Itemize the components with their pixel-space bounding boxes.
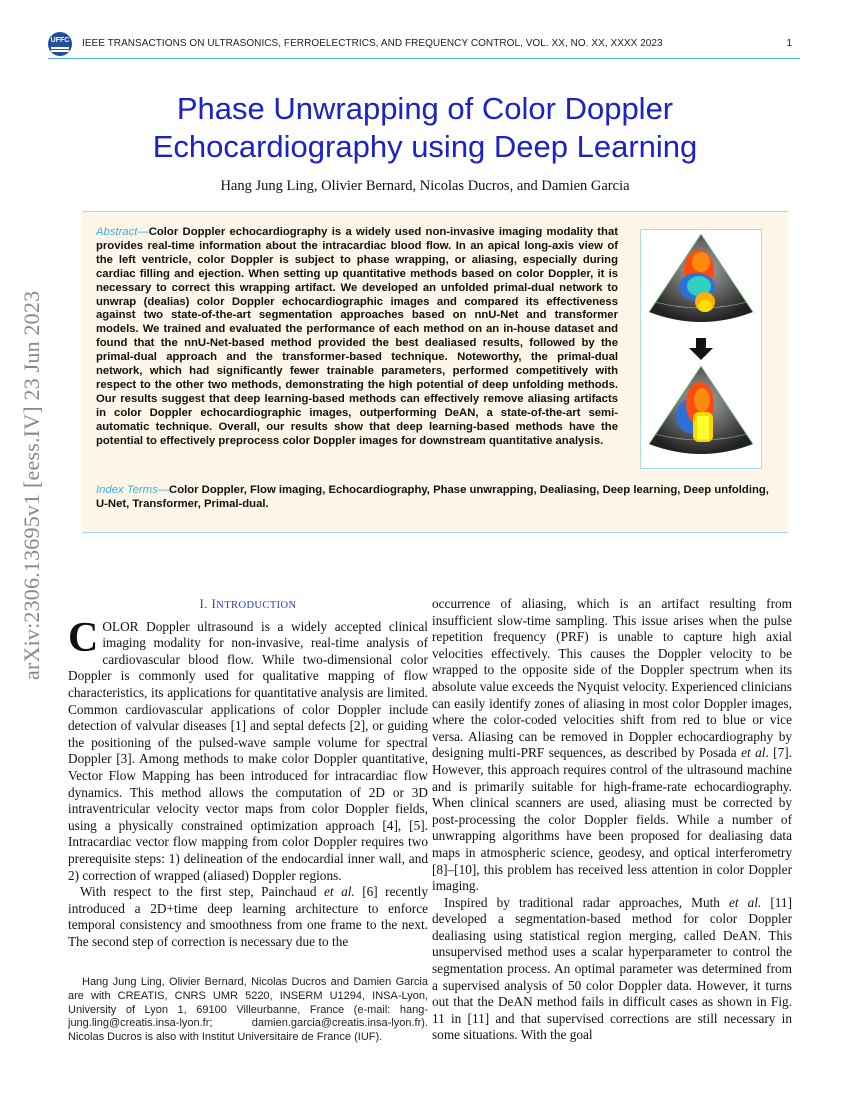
paragraph-text: [11] developed a segmentation-based method for color Doppler dealiasing using statistical region merging, called DeAN. This unsupervised method uses a scalar hyperparameter to control the segmentation process. An optimal parameter was determined from a supervised analysis of 50 color Doppler data. However, it turns out that the DeAN method fails in difficult cases as shown in Fig. 11 in [11] and that supervised corrections are still necessary in some situations. With the goal — [432, 894, 793, 1043]
abstract — [96, 226, 618, 449]
aliased-doppler-image — [647, 232, 755, 328]
uffc-logo-icon — [48, 32, 72, 56]
footnote-text: Hang Jung Ling, Olivier Bernard, Nicolas Ducros and Damien Garcia are with CREATIS, CNRS UMR 5220, INSERM U1294, INSA-Lyon, University of Lyon 1, 69100 Villeurbanne, France (e-mail: hang-jung.ling@creatis.insa-lyon.fr; damien.garcia@creatis.insa-lyon.fr). Nicolas Ducros is also with Institut Universitaire de France (IUF). — [68, 976, 428, 1044]
section-heading-introduction — [68, 596, 428, 615]
down-arrow-icon — [689, 338, 713, 360]
paper-title — [60, 90, 790, 166]
left-column — [68, 596, 428, 950]
drop-cap: C — [68, 614, 99, 661]
paragraph-text: With respect to the first step, Painchaud — [80, 884, 325, 900]
logo-wave — [51, 47, 69, 49]
paragraph-text: [6] recently introduced a 2D+time deep learning architecture to enforce temporal consistency and smoothness from one frame to the next. The second step of correction is necessary due to the — [68, 884, 428, 949]
graphical-abstract-figure — [640, 229, 762, 469]
paragraph-text: occurrence of aliasing, which is an artifact resulting from insufficient slow-time sampling. This issue arises when the pulse repetition frequency (PRF) is unable to capture high axial velocities effectively. This causes the Doppler velocity to be wrapped to the opposite side of the Doppler spectrum when its absolute value exceeds the Nyquist velocity. Experienced clinicians can easily identify zones of aliasing in most color Doppler images, where the color-coded velocities shift from red to blue or vice versa. Aliasing can be removed in Doppler echocardiography by designing multi-PRF sequences, as described by Posada — [432, 596, 792, 761]
arxiv-stamp: arXiv:2306.13695v1 [eess.IV] 23 Jun 2023 — [19, 290, 44, 680]
abstract-text: Color Doppler echocardiography is a widely used non-invasive imaging modality that provides real-time information about the intracardiac blood flow. In an apical long-axis view of the left ventricle, color Doppler is subject to phase wrapping, or aliasing, especially during cardiac filling and ejection. When setting up quantitative methods based on color Doppler, it is necessary to correct this wrapping artifact. We developed an unfolded primal-dual network to unwrap (dealias) color Doppler echocardiographic images and compared its effectiveness against two state-of-the-art segmentation approaches based on nnU-Net and transformer models. We trained and evaluated the performance of each method on an in-house dataset and found that the nnU-Net-based method provided the best dealiased results, followed by the primal-dual approach and the transformer-based technique. Noteworthy, the primal-dual network, which had significantly fewer trainable parameters, performed competitively with respect to the other two methods, demonstrating the high potential of deep unfolding methods. Our results suggest that deep learning-based methods can effectively remove aliasing artifacts in color Doppler echocardiographic images, outperforming DeAN, a state-of-the-art semi-automatic technique. Overall, our results show that deep learning-based methods have the potential to effectively preprocess color Doppler images for downstream quantitative analysis. — [96, 226, 618, 447]
abstract-label: Abstract— — [96, 226, 149, 238]
introduction-body-continued — [432, 596, 792, 1044]
right-column — [432, 596, 792, 1044]
paragraph-text: . [7]. However, this approach requires control of the ultrasound machine and is primarily suitable for high-frame-rate echocardiography. When clinical scanners are used, aliasing must be corrected by post-processing the color Doppler fields. While a number of unwrapping algorithms have been proposed for dealiasing data maps in atmospheric science, geodesy, and optical interferometry [8]–[10], this problem has received less attention in color Doppler imaging. — [432, 745, 793, 894]
paragraph — [432, 895, 792, 1044]
index-terms-text: Color Doppler, Flow imaging, Echocardiography, Phase unwrapping, Dealiasing, Deep learning, Deep unfolding, U-Net, Transformer, Primal-dual. — [96, 484, 769, 510]
index-terms — [96, 484, 776, 512]
abstract-box — [82, 211, 788, 533]
author-affiliation-footnote — [68, 976, 428, 1045]
author-list: Hang Jung Ling, Olivier Bernard, Nicolas Ducros, and Damien Garcia — [220, 178, 630, 194]
paragraph-text: OLOR Doppler ultrasound is a widely accepted clinical imaging modality for non-invasive, real-time analysis of cardiovascular blood flow. While two-dimensional color Doppler is commonly used for qualitative mapping of flow characteristics, its applications for quantitative analysis are limited. Common cardiovascular applications of color Doppler include detection of valvular diseases [1] and septal defects [2], or guiding the positioning of the pulsed-wave sample volume for spectral Doppler [3]. Among methods to make color Doppler quantitative, Vector Flow Mapping has been introduced for intracardiac flow dynamics. This method allows the computation of 2D or 3D intraventricular velocity vector maps from color Doppler fields, using a physically constrained optimization approach [4], [5]. Intracardiac vector flow mapping from color Doppler requires two prerequisite steps: 1) delineation of the endocardial inner wall, and 2) correction of wrapped (aliased) Doppler regions. — [68, 618, 428, 883]
section-title-initial: I — [211, 596, 217, 611]
logo-text: UFFC — [50, 37, 70, 44]
dealiased-doppler-image — [647, 364, 755, 460]
et-al: et al. — [729, 894, 762, 910]
paragraph — [432, 596, 792, 895]
running-header — [48, 34, 800, 59]
paragraph — [68, 614, 428, 885]
title-line-2: Echocardiography using Deep Learning — [152, 129, 698, 164]
et-al: et al. — [324, 884, 355, 900]
logo-wave — [51, 50, 69, 52]
paragraph — [68, 884, 428, 950]
introduction-body — [68, 614, 428, 951]
section-title-rest: NTRODUCTION — [216, 600, 297, 611]
paragraph-text: Inspired by traditional radar approaches, Muth — [444, 894, 729, 910]
et-al: et al — [741, 745, 766, 761]
journal-title: IEEE TRANSACTIONS ON ULTRASONICS, FERROELECTRICS, AND FREQUENCY CONTROL, VOL. XX, NO. XX, XXXX 2023 — [82, 38, 663, 49]
title-line-1: Phase Unwrapping of Color Doppler — [176, 91, 674, 126]
page-number: 1 — [786, 38, 792, 49]
index-terms-label: Index Terms— — [96, 484, 170, 496]
section-number: I. — [199, 596, 208, 611]
